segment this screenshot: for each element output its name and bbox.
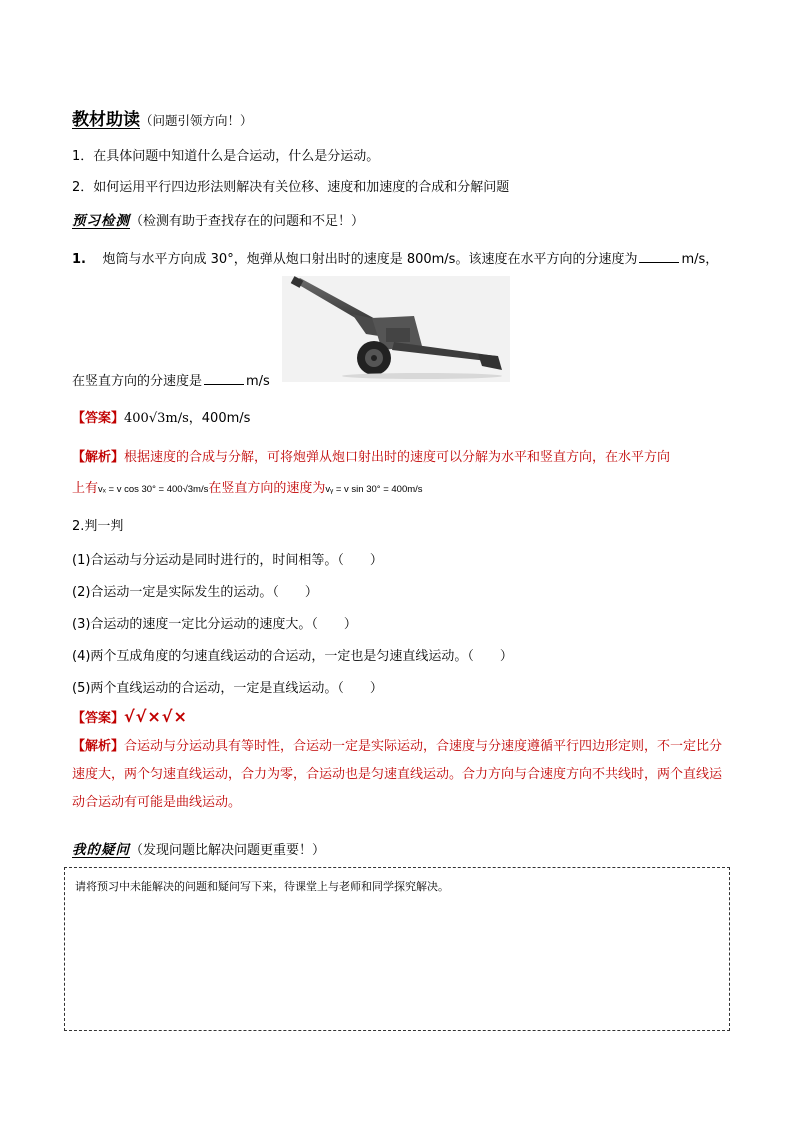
analysis-text-b: 上有 bbox=[72, 481, 99, 496]
question-2-title: 2.判一判 bbox=[72, 519, 124, 534]
analysis-1-line-1 bbox=[72, 446, 670, 465]
analysis-label: 【解析】 bbox=[72, 739, 125, 754]
analysis-1-line-2 bbox=[72, 477, 423, 496]
question-1-text: 炮筒与水平方向成 30°，炮弹从炮口射出时的速度是 800m/s。该速度在水平方向的分速度为 bbox=[102, 252, 638, 267]
judge-item: (3)合运动的速度一定比分运动的速度大。（ ） bbox=[72, 617, 357, 632]
question-1-text-b: 在竖直方向的分速度是 bbox=[72, 374, 203, 389]
judge-item: (5)两个直线运动的合运动，一定是直线运动。（ ） bbox=[72, 681, 383, 696]
section-title-note: （问题引领方向！） bbox=[140, 113, 253, 128]
question-1-unit-b: m/s bbox=[246, 374, 270, 389]
analysis-2 bbox=[72, 733, 732, 817]
answer-value-a: 400√3m/s bbox=[124, 411, 189, 426]
intro-item: 2．如何运用平行四边形法则解决有关位移、速度和加速度的合成和分解问题 bbox=[72, 180, 510, 195]
formula-vx: vₓ = v cos 30° = 400√3m/s bbox=[98, 484, 209, 495]
analysis-label: 【解析】 bbox=[72, 450, 125, 465]
cannon-image bbox=[282, 276, 510, 382]
question-1-line-2 bbox=[72, 370, 270, 389]
section-title: 教材助读 bbox=[72, 110, 140, 130]
formula-vy: vᵧ = v sin 30° = 400m/s bbox=[325, 484, 423, 495]
judge-item: (1)合运动与分运动是同时进行的，时间相等。（ ） bbox=[72, 553, 383, 568]
intro-item: 1．在具体问题中知道什么是合运动，什么是分运动。 bbox=[72, 149, 380, 164]
judge-item: (4)两个互成角度的匀速直线运动的合运动，一定也是匀速直线运动。（ ） bbox=[72, 649, 513, 664]
section-heading bbox=[72, 105, 253, 130]
questions-box-prompt: 请将预习中未能解决的问题和疑问写下来，待课堂上与老师和同学探究解决。 bbox=[75, 880, 449, 893]
answer-label: 【答案】 bbox=[72, 711, 125, 726]
answer-label: 【答案】 bbox=[72, 411, 125, 426]
answer-2 bbox=[72, 707, 188, 726]
answer-marks: √√×√× bbox=[124, 707, 188, 726]
judge-item: (2)合运动一定是实际发生的运动。（ ） bbox=[72, 585, 318, 600]
questions-note: （发现问题比解决问题更重要！） bbox=[130, 843, 326, 858]
question-1-line-1 bbox=[72, 248, 718, 267]
analysis-text: 根据速度的合成与分解，可将炮弹从炮口射出时的速度可以分解为水平和竖直方向，在水平方向 bbox=[124, 450, 671, 465]
cannon-icon bbox=[282, 276, 510, 382]
question-1-unit: m/s， bbox=[681, 252, 719, 267]
answer-1 bbox=[72, 407, 250, 426]
questions-box[interactable] bbox=[64, 867, 730, 1031]
questions-title: 我的疑问 bbox=[72, 842, 130, 858]
preview-heading bbox=[72, 209, 364, 229]
questions-heading bbox=[72, 838, 325, 858]
preview-title: 预习检测 bbox=[72, 213, 130, 229]
answer-blank-2[interactable] bbox=[204, 383, 244, 385]
answer-blank-1[interactable] bbox=[639, 261, 679, 263]
preview-note: （检测有助于查找存在的问题和不足！） bbox=[130, 214, 365, 229]
analysis-text: 合运动与分运动具有等时性，合运动一定是实际运动，合速度与分速度遵循平行四边形定则，不一定比分速度大，两个匀速直线运动，合力为零，合运动也是匀速直线运动。合力方向与合速度方向不共线时，两个直线运动合运动有可能是曲线运动。 bbox=[72, 739, 723, 810]
answer-value-b: 400m/s bbox=[201, 411, 251, 426]
analysis-text-c: 在竖直方向的速度为 bbox=[208, 481, 326, 496]
question-1-number: 1. bbox=[72, 252, 86, 267]
answer-separator: ， bbox=[188, 411, 202, 426]
